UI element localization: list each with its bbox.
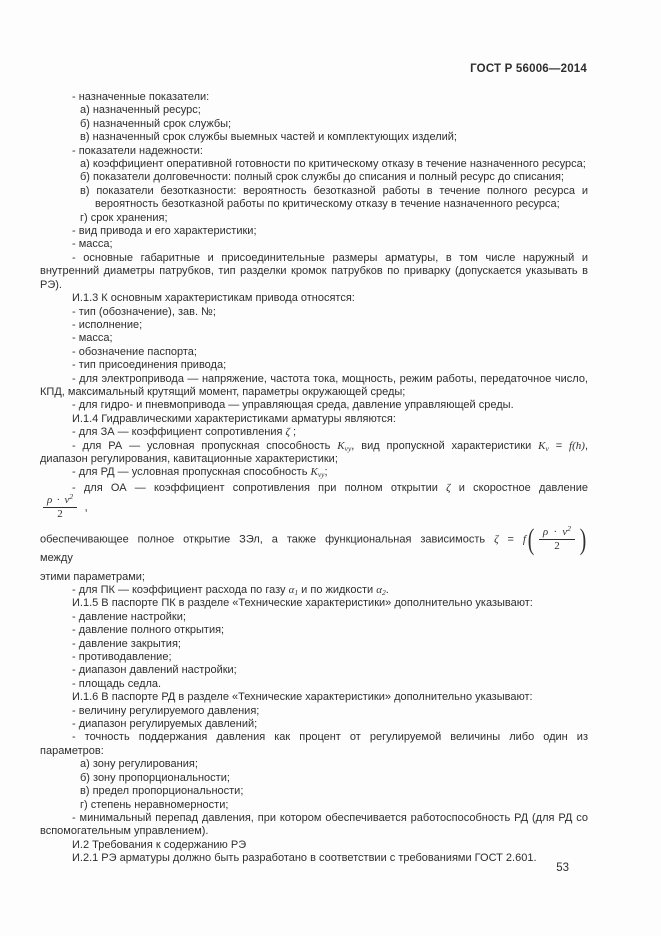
paragraph: И.2.1 РЭ арматуры должно быть разработано в соответствии с требованиями ГОСТ 2.601.: [72, 852, 537, 865]
paragraph: И.1.5 В паспорте ПК в разделе «Технические характеристики» дополнительно указывают:: [72, 597, 533, 610]
text-run: , вид пропускной характеристики: [351, 439, 539, 452]
text-run: , диапазон регулирования, кавитационные характеристики;: [40, 439, 588, 465]
text-run: ,: [80, 501, 88, 514]
paragraph: а) зону регулирования;: [80, 758, 198, 771]
paragraph: в) показатели безотказности: вероятность безотказной работы в течение полного ресурса и вероятность безотказной работы по критическому отказу в течение назначенного ресурса;: [80, 184, 588, 211]
fraction-numerator: [43, 492, 77, 508]
text-run: и скоростное давление: [450, 481, 588, 494]
paragraph: И.1.3 К основным характеристикам привода относятся:: [72, 292, 355, 305]
paragraph: - давление полного открытия;: [72, 624, 225, 637]
text-run: обеспечивающее полное открытие ЗЭл, а также функциональная зависимость: [40, 533, 495, 546]
paragraph: И.2 Требования к содержанию РЭ: [72, 838, 247, 851]
math-subscript: 1: [294, 588, 299, 597]
paragraph: И.1.4 Гидравлическими характеристиками арматуры являются:: [72, 412, 396, 425]
math-variable: K: [538, 439, 546, 452]
math-subscript: vy: [317, 470, 325, 480]
text-run: - для ОА — коэффициент сопротивления при полном открытии: [72, 481, 447, 494]
math-variable: ζ: [446, 481, 451, 494]
paragraph: обеспечивающее полное открытие ЗЭл, а также функциональная зависимость ζ = f( $\frac{\rho \cdot v^2}{2}$ ) между: [40, 522, 587, 565]
text-run: ;: [324, 466, 328, 479]
text-run: .: [385, 584, 389, 596]
math-variable: α: [376, 584, 383, 596]
paragraph: - диапазон регулируемых давлений;: [72, 718, 258, 731]
paragraph: - для гидро- и пневмопривода — управляющая среда, давление управляющей среды.: [72, 399, 514, 412]
text-run: ·: [548, 526, 563, 539]
text-run: =: [498, 533, 523, 546]
paragraph: б) назначенный срок службы;: [80, 117, 232, 130]
fraction-numerator: [539, 524, 575, 540]
paragraph: [40, 426, 588, 439]
math-subscript: v: [545, 443, 549, 453]
math-subscript: vy: [344, 443, 352, 453]
text-run: - для ЗА — коэффициент сопротивления: [72, 426, 286, 439]
text-run: =: [548, 439, 570, 452]
math-variable: f: [522, 533, 526, 546]
paragraph: - диапазон давлений настройки;: [72, 664, 237, 677]
text-run: и по жидкости: [298, 584, 377, 596]
fraction-denominator: [57, 508, 63, 520]
math-variable: v: [562, 526, 568, 539]
paragraph: - давление настройки;: [72, 610, 186, 623]
text-run: - для ПК — коэффициент расхода по газу: [72, 584, 289, 596]
math-subscript: 2: [382, 588, 386, 597]
paragraph: - противодавление;: [72, 651, 172, 664]
paragraph: - вид привода и его характеристики;: [72, 225, 257, 238]
document-body: [40, 91, 588, 866]
paragraph: - назначенные показатели:: [72, 91, 210, 103]
math-variable: K: [337, 439, 345, 452]
fraction: [43, 492, 77, 521]
math-variable: α: [288, 584, 295, 596]
paragraph: - величину регулируемого давления;: [72, 704, 260, 717]
paragraph: - давление закрытия;: [72, 637, 181, 650]
paragraph: б) зону пропорциональности;: [80, 771, 230, 784]
paragraph: - масса;: [72, 238, 113, 251]
paragraph: - масса;: [72, 332, 113, 345]
paragraph: И.1.6 В паспорте РД в разделе «Технические характеристики» дополнительно указывают:: [72, 691, 533, 704]
fraction: [539, 524, 575, 553]
paragraph: [40, 584, 588, 597]
text-run: - для РД — условная пропускная способность: [72, 466, 311, 479]
paragraph: - исполнение;: [72, 318, 143, 331]
paragraph: в) назначенный срок службы выемных частей и комплектующих изделий;: [80, 131, 457, 144]
paragraph: - тип присоединения привода;: [72, 359, 227, 372]
paragraph: г) степень неравномерности;: [80, 798, 229, 811]
math-variable: ρ: [47, 494, 53, 507]
paragraph: - площадь седла.: [72, 677, 162, 690]
math-variable: ζ: [494, 533, 499, 546]
paragraph: [40, 466, 588, 479]
fraction-denominator: [554, 540, 560, 552]
paragraph: - показатели надежности:: [72, 144, 203, 157]
paragraph: [40, 440, 588, 467]
math-variable: f(h): [569, 439, 585, 452]
paragraph: в) предел пропорциональности;: [80, 785, 244, 798]
math-variable: ζ: [285, 426, 290, 439]
paragraph: - обозначение паспорта;: [72, 345, 197, 358]
paragraph: - для электропривода — напряжение, частота тока, мощность, режим работы, передаточное число, КПД, максимальный крутящий момент, параметры окружающей среды;: [40, 372, 588, 398]
text-run: - для РА — условная пропускная способность: [72, 439, 338, 452]
paragraph: [40, 482, 588, 520]
text-run: 2: [57, 508, 63, 521]
paragraph: этими параметрами;: [40, 570, 145, 583]
math-superscript: 2: [69, 492, 74, 502]
paragraph: - основные габаритные и присоединительные размеры арматуры, в том числе наружный и внутренний диаметры патрубков, тип разделки кромок патрубков по приварку (допускается указывать в РЭ).: [40, 251, 588, 291]
page-header-standard-number: ГОСТ Р 56006—2014: [470, 63, 587, 75]
text-run: 2: [554, 540, 560, 553]
math-variable: v: [64, 494, 70, 507]
math-variable: ρ: [542, 526, 549, 539]
paragraph: а) назначенный ресурс;: [80, 104, 201, 117]
text-run: ;: [290, 426, 297, 439]
math-superscript: 2: [567, 524, 571, 534]
paragraph: а) коэффициент оперативной готовности по критическому отказу в течение назначенного ресурса;: [80, 158, 586, 171]
text-run: ·: [52, 494, 65, 507]
paragraph: б) показатели долговечности: полный срок службы до списания и полный ресурс до списания;: [80, 171, 564, 184]
page-number: 53: [556, 862, 569, 874]
text-run: между: [40, 552, 73, 565]
paragraph: - тип (обозначение), зав. №;: [72, 305, 216, 318]
paragraph: - минимальный перепад давления, при котором обеспечивается работоспособность РД (для РД со вспомогательным управлением).: [40, 811, 588, 838]
paragraph: г) срок хранения;: [80, 211, 168, 224]
paragraph: - точность поддержания давления как процент от регулируемой величины либо один из параметров:: [40, 731, 588, 757]
math-variable: K: [310, 466, 318, 479]
